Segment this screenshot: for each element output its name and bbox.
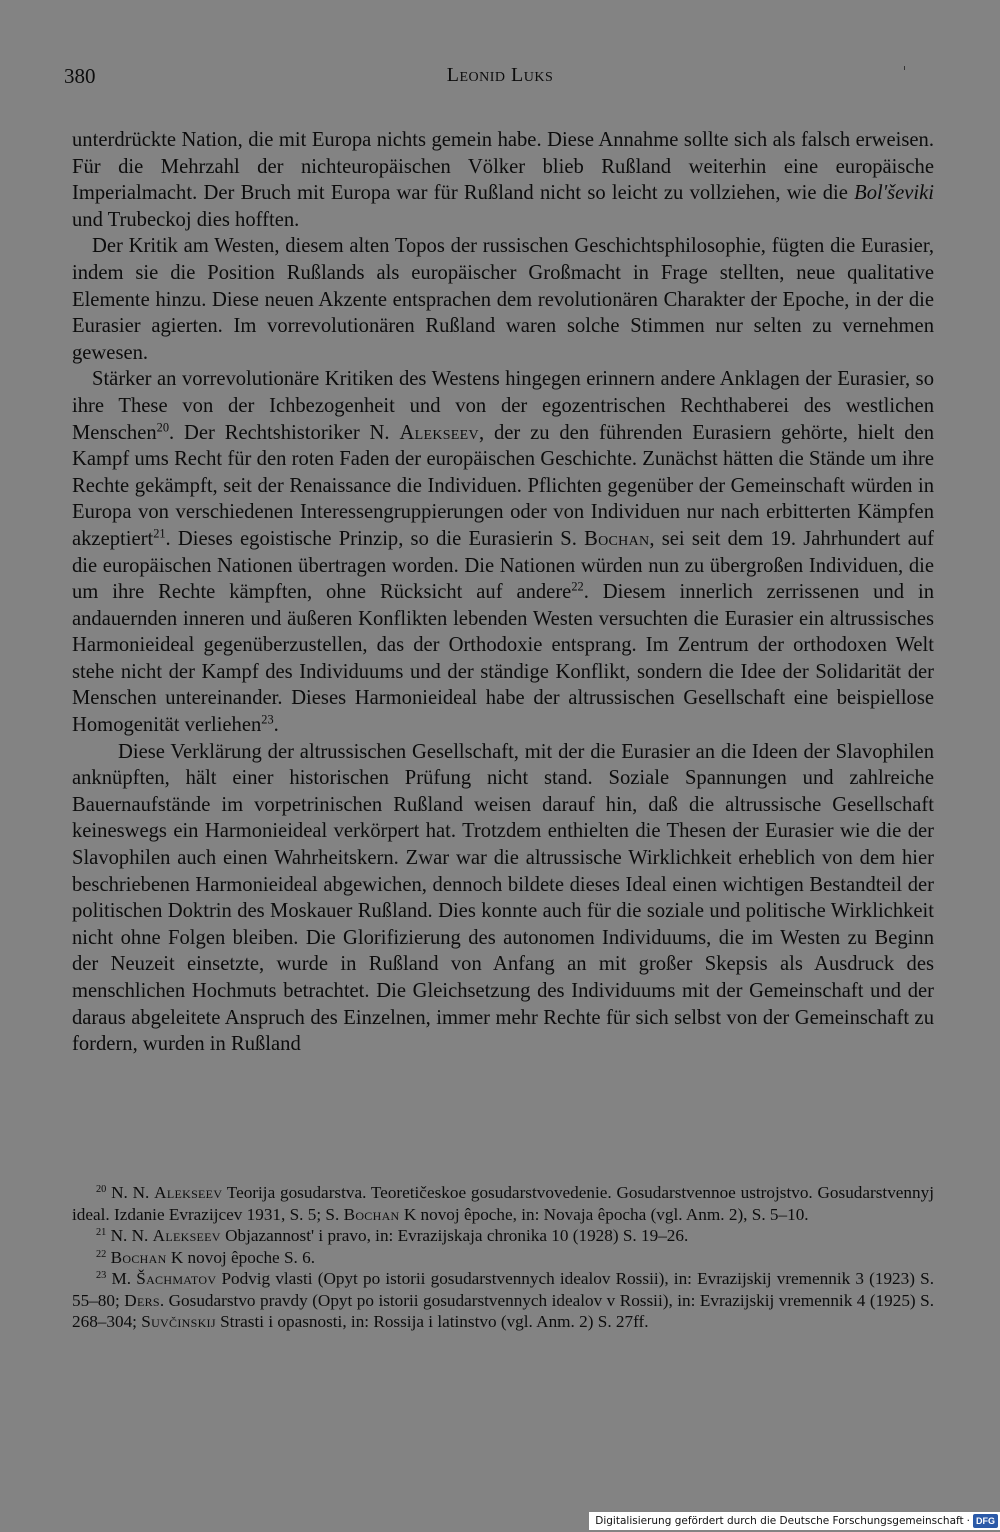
author-name: Alekseev [399,421,479,444]
footnote-marker: 20 [156,420,169,435]
page-header [64,64,936,96]
body-text [72,127,934,1058]
text-run: . Der Rechtshistoriker N. [169,421,400,444]
text-run: M. [106,1269,137,1288]
body-paragraph [72,366,934,738]
text-run: Der Kritik am Westen, diesem alten Topos der russischen Geschichtsphilosophie, fügten die Eurasier, indem sie die Position Rußlands als europäischer Großmacht in Frage stellten, neue qualitative Elemente hinzu. Diese neuen Akzente entsprachen dem revolutionären Charakter der Epoche, in der die Eurasier agierten. Im vorrevolutionären Rußland waren solche Stimmen nur selten zu vernehmen gewesen. [72,235,934,364]
footnote-marker: 22 [571,579,584,594]
footer-credit: Digitalisierung gefördert durch die Deutsche Forschungsgemeinschaft [595,1515,964,1527]
text-run: . Dieses egoistische Prinzip, so die Eurasierin S. [165,527,585,550]
footnote-marker: 20 [96,1183,107,1195]
text-run: Objazannost' i pravo, in: Evrazijskaja chronika 10 (1928) S. 19–26. [220,1226,689,1245]
text-run: N. N. [106,1183,155,1202]
text-run: . Diesem innerlich zerrissenen und in andauernden inneren und äußeren Konflikten lebenden Westen versuchten die Eurasier ein altrussisches Harmonieideal gegenüberzustellen, das der Orthodoxie entsprang. Im Zentrum der orthodoxen Welt stehe nicht der Kampf des Individuums und der ständige Konflikt, sondern die Idee der Solidarität der Menschen untereinander. Dieses Harmonieideal habe der altrussischen Gesellschaft eine beispiellose Homogenität verliehen [72,581,934,737]
footnote [72,1247,934,1269]
footnote-marker: 21 [96,1226,107,1238]
text-run: , sei seit dem 19. Jahrhundert auf die europäischen Nationen übertragen worden. Die Nationen würden nun zu übergroßen Individuen, die um ihre Rechte kämpften, ohne Rücksicht auf andere [72,527,934,604]
footnotes [72,1182,934,1333]
body-paragraph [72,739,934,1058]
author-name: Bochan [110,1247,167,1267]
italic-term: Bol'ševiki [854,182,934,205]
footnote-marker: 22 [96,1248,107,1260]
footer-separator: · [966,1515,970,1527]
author-name: Šachmatov [136,1269,217,1288]
body-paragraph [72,127,934,233]
footnote [72,1225,934,1247]
body-paragraph [72,233,934,366]
text-run: K novoj êpoche S. 6. [166,1247,316,1267]
text-run: unterdrückte Nation, die mit Europa nichts gemein habe. Diese Annahme sollte sich als falsch erweisen. Für die Mehrzahl der nichteuropäischen Völker blieb Rußland weiterhin eine europäische Imperialmacht. Der Bruch mit Europa war für Rußland nicht so leicht zu vollziehen, wie die [72,129,934,205]
page-number: 380 [64,64,96,88]
text-run: . [273,714,279,737]
text-run: . Gosudarstvo pravdy (Opyt po istorii gosudarstvennych idealov v Rossii), in: Evrazijskij vremennik 4 (1925) S. 268–304; [72,1290,934,1331]
footnote [72,1182,934,1225]
footnote-marker: 23 [96,1269,107,1281]
text-run: Teorija gosudarstva. Teoretičeskoe gosudarstvovedenie. Gosudarstvennoe ustrojstvo. Gosudarstvennyj ideal. Izdanie Evrazijcev 1931, S. 5; S. [72,1183,934,1224]
footnote-marker: 21 [153,526,166,541]
text-run: Diese Verklärung der altrussischen Gesellschaft, mit der die Eurasier an die Ideen der Slavophilen anknüpften, hält einer historischen Prüfung nicht stand. Soziale Spannungen und zahlreiche Bauernaufstände im vorpetrinischen Rußland weisen darauf hin, daß die altrussische Gesellschaft keineswegs ein Harmonieideal verkörpert hat. Trotzdem enthielten die Thesen der Eurasier wie die der Slavophilen auch einen Wahrheitskern. Zwar war die altrussische Wirklichkeit erheblich von dem hier beschriebenen Harmonieideal abgewichen, dennoch bildete dieses Ideal einen wichtigen Bestandteil der politischen Doktrin des Moskauer Rußland. Dies konnte auch für die soziale und politische Wirklichkeit nicht ohne Folgen bleiben. Die Glorifizierung des autonomen Individuums, die im Westen zu Beginn der Neuzeit einsetzte, wurde in Rußland von Anfang an mit großer Skepsis als Ausdruck des menschlichen Hochmuts betrachtet. Die Gleichsetzung des Individuums mit der Gemeinschaft und der daraus abgeleitete Anspruch des Einzelnen, immer mehr Rechte für sich selbst von der Gemeinschaft zu fordern, wurden in Rußland [72,740,934,1056]
author-name: Ders [124,1290,160,1310]
text-run: und Trubeckoj dies hofften. [72,208,300,231]
author-name: Alekseev [152,1226,221,1245]
footnote [72,1268,934,1333]
author-name: Bochan [584,527,650,550]
text-run: Podvig vlasti (Opyt po istorii gosudarstvennych idealov Rossii), in: Evrazijskij vremennik 3 (1923) S. 55–80; [72,1269,934,1310]
scan-mark [904,66,905,70]
running-head: Leonid Luks [446,64,554,86]
author-name: Suvčinskij [141,1312,216,1331]
digitization-footer [589,1512,1000,1530]
text-run: Strasti i opasnosti, in: Rossija i latinstvo (vgl. Anm. 2) S. 27ff. [215,1312,649,1331]
author-name: Bochan [343,1204,400,1224]
dfg-logo-icon: DFG [973,1514,998,1528]
text-run: , der zu den führenden Eurasiern gehörte, hielt den Kampf ums Recht für den roten Faden der europäischen Geschichte. Zunächst hätten die Stände um ihre Rechte gekämpft, seit der Renaissance die Individuen. Pflichten gegenüber der Gemeinschaft würden in Europa von verschiedenen Interessengruppierungen oder von Individuen nur nach erbitterten Kämpfen akzeptiert [72,421,934,550]
footnote-marker: 23 [261,712,274,727]
text-run: N. N. [106,1226,153,1245]
text-run: K novoj êpoche, in: Novaja êpocha (vgl. Anm. 2), S. 5–10. [399,1204,809,1224]
author-name: Alekseev [154,1183,223,1202]
text-run: Stärker an vorrevolutionäre Kritiken des Westens hingegen erinnern andere Anklagen der Eurasier, so ihre These von der Ichbezogenheit und von der egozentrischen Rechthaberei des westlichen Menschen [72,368,934,444]
